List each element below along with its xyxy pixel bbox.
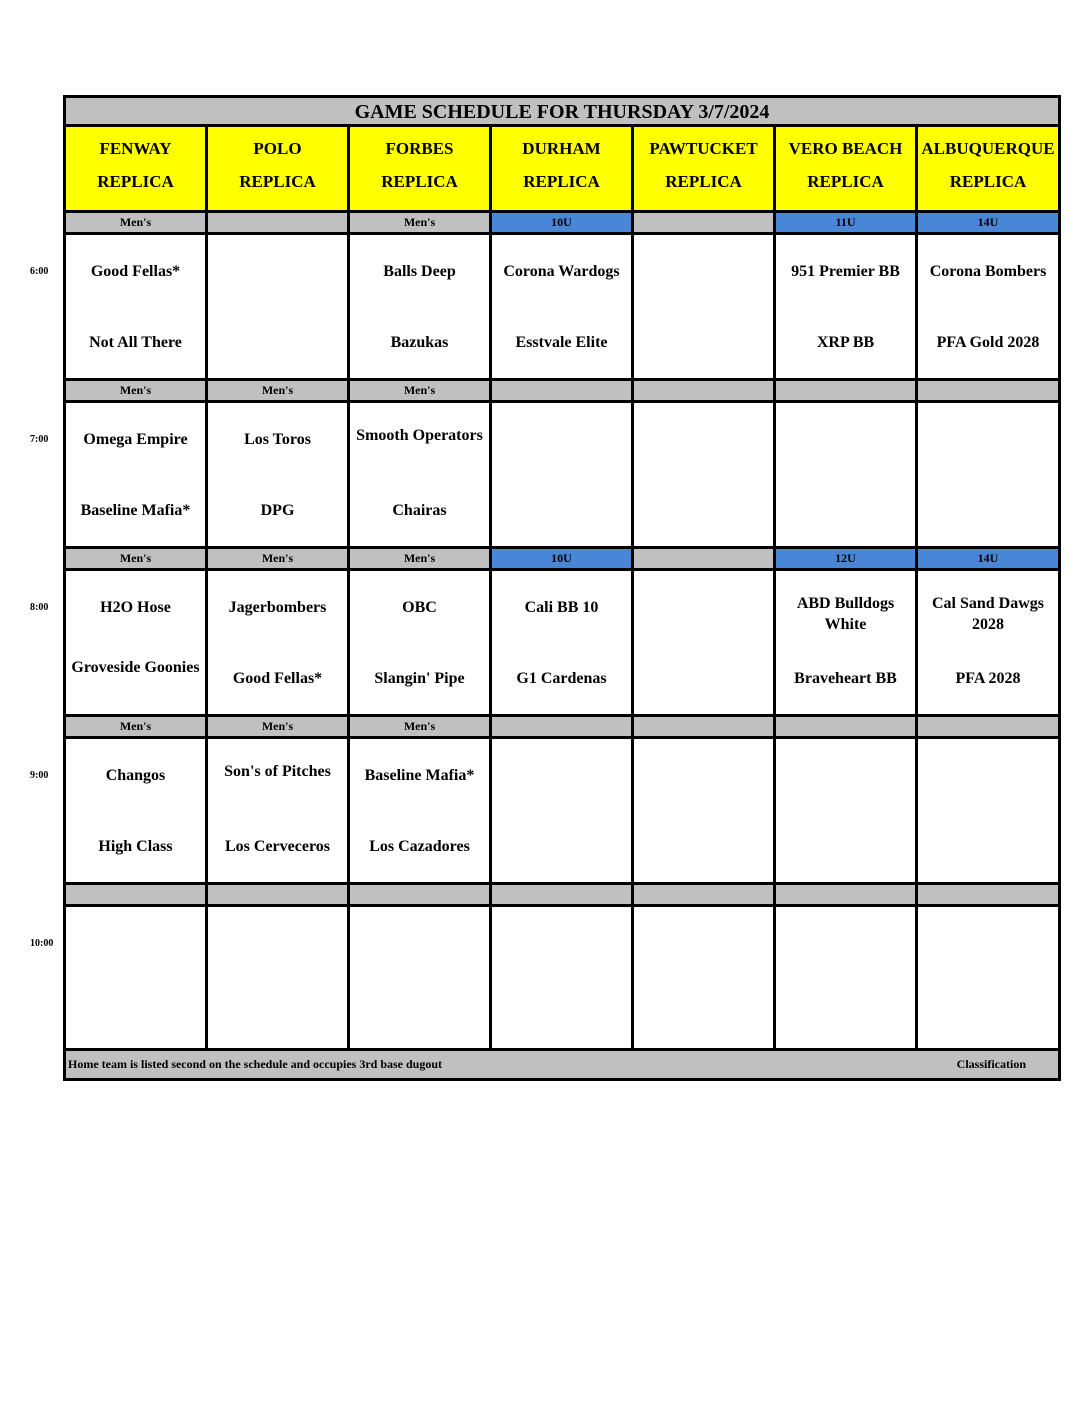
field-subtitle: REPLICA (807, 172, 884, 191)
game-cell (918, 571, 1058, 717)
home-team: Esstvale Elite (515, 334, 608, 351)
away-team: Baseline Mafia* (364, 767, 475, 784)
field-name: FORBES (385, 139, 454, 158)
game-cell (492, 235, 634, 381)
away-team: Corona Bombers (929, 263, 1047, 280)
classification-cell (634, 213, 776, 232)
game-cell (350, 571, 492, 717)
away-team: H2O Hose (100, 599, 171, 616)
classification-cell: Men's (208, 717, 350, 736)
away-team: Changos (105, 767, 166, 784)
away-team: Cal Sand Dawgs 2028 (931, 595, 1045, 633)
field-subtitle: REPLICA (239, 172, 316, 191)
game-cell (492, 739, 634, 885)
game-cell (350, 403, 492, 549)
home-team: Chairas (392, 502, 447, 519)
game-cell (66, 235, 208, 381)
classification-cell (634, 885, 776, 904)
schedule-table (63, 95, 1061, 1081)
classification-label: Classification (956, 1057, 1026, 1071)
classification-cell (492, 885, 634, 904)
away-team: Corona Wardogs (503, 263, 620, 280)
classification-cell (776, 381, 918, 400)
home-team: Los Cazadores (369, 838, 470, 855)
home-team: XRP BB (816, 334, 875, 351)
game-cell (634, 907, 776, 1053)
game-cell (776, 235, 918, 381)
home-team: Los Cerveceros (225, 838, 330, 855)
classification-cell: 11U (776, 213, 918, 232)
classification-cell: Men's (350, 213, 492, 232)
classification-cell (634, 717, 776, 736)
home-team: Not All There (89, 334, 182, 351)
away-team: Jagerbombers (228, 599, 327, 616)
game-cell (208, 403, 350, 549)
classification-cell: Men's (208, 381, 350, 400)
classification-cell: 10U (492, 213, 634, 232)
game-cell (492, 907, 634, 1053)
game-cell (208, 907, 350, 1053)
home-team: PFA 2028 (955, 670, 1021, 687)
field-header (350, 127, 492, 213)
field-name: ALBUQUERQUE (921, 139, 1055, 158)
classification-cell: 14U (918, 213, 1058, 232)
game-cell (208, 739, 350, 885)
classification-cell (918, 381, 1058, 400)
away-team: Son's of Pitches (224, 763, 331, 780)
game-cell (66, 571, 208, 717)
field-header (918, 127, 1058, 213)
away-team: Cali BB 10 (524, 599, 599, 616)
game-cell (918, 907, 1058, 1053)
time-slot-label: 7:00 (30, 434, 49, 445)
classification-cell: Men's (350, 717, 492, 736)
game-cell (350, 907, 492, 1053)
game-cell (918, 235, 1058, 381)
classification-cell: Men's (66, 381, 208, 400)
field-name: DURHAM (522, 139, 601, 158)
game-cell (350, 235, 492, 381)
classification-cell (918, 717, 1058, 736)
game-cell (776, 403, 918, 549)
time-slot-label: 6:00 (30, 266, 49, 277)
classification-cell (66, 885, 208, 904)
game-cell (350, 739, 492, 885)
home-team: Baseline Mafia* (80, 502, 191, 519)
away-team: ABD Bulldogs White (796, 595, 895, 633)
away-team: Good Fellas* (90, 263, 181, 280)
field-subtitle: REPLICA (665, 172, 742, 191)
schedule-title: GAME SCHEDULE FOR THURSDAY 3/7/2024 (66, 98, 1058, 127)
classification-cell (492, 381, 634, 400)
time-slot-label: 9:00 (30, 770, 49, 781)
game-cell (918, 403, 1058, 549)
field-subtitle: REPLICA (97, 172, 174, 191)
classification-cell: 10U (492, 549, 634, 568)
field-name: POLO (253, 139, 302, 158)
home-team: PFA Gold 2028 (936, 334, 1040, 351)
home-team: DPG (260, 502, 295, 519)
field-name: FENWAY (99, 139, 172, 158)
field-subtitle: REPLICA (523, 172, 600, 191)
home-team: Braveheart BB (794, 670, 897, 687)
home-team: Good Fellas* (232, 670, 323, 687)
classification-cell (918, 885, 1058, 904)
game-cell (918, 739, 1058, 885)
classification-cell: Men's (208, 549, 350, 568)
time-slot-label: 10:00 (30, 938, 54, 949)
classification-cell (776, 717, 918, 736)
game-cell (492, 403, 634, 549)
away-team: Smooth Operators (356, 427, 483, 444)
game-cell (634, 403, 776, 549)
field-subtitle: REPLICA (381, 172, 458, 191)
game-cell (776, 571, 918, 717)
field-header (66, 127, 208, 213)
classification-cell (634, 549, 776, 568)
footer-row (66, 1051, 1058, 1078)
field-header (776, 127, 918, 213)
game-cell (208, 571, 350, 717)
field-header (492, 127, 634, 213)
classification-cell: Men's (350, 549, 492, 568)
game-cell (776, 739, 918, 885)
game-cell (66, 907, 208, 1053)
home-team: Groveside Goonies (71, 659, 200, 676)
classification-cell: Men's (66, 213, 208, 232)
home-team: G1 Cardenas (516, 670, 607, 687)
away-team: OBC (402, 599, 437, 616)
classification-cell (492, 717, 634, 736)
away-team: Balls Deep (383, 263, 456, 280)
field-name: PAWTUCKET (649, 139, 758, 158)
classification-cell (776, 885, 918, 904)
field-subtitle: REPLICA (949, 172, 1027, 191)
game-cell (634, 739, 776, 885)
away-team: 951 Premier BB (791, 263, 900, 280)
classification-cell: 14U (918, 549, 1058, 568)
away-team: Omega Empire (83, 431, 188, 448)
field-name: VERO BEACH (788, 139, 903, 158)
game-cell (492, 571, 634, 717)
away-team: Los Toros (244, 431, 311, 448)
field-header (634, 127, 776, 213)
game-cell (634, 235, 776, 381)
home-team-note: Home team is listed second on the schedule and occupies 3rd base dugout (68, 1057, 443, 1071)
classification-cell: Men's (66, 549, 208, 568)
classification-cell: Men's (350, 381, 492, 400)
home-team: Bazukas (390, 334, 449, 351)
classification-cell: 12U (776, 549, 918, 568)
home-team: Slangin' Pipe (374, 670, 465, 687)
classification-cell (208, 213, 350, 232)
game-cell (66, 739, 208, 885)
classification-cell (634, 381, 776, 400)
home-team: High Class (98, 838, 173, 855)
game-cell (634, 571, 776, 717)
game-cell (208, 235, 350, 381)
classification-cell (350, 885, 492, 904)
field-header (208, 127, 350, 213)
time-slot-label: 8:00 (30, 602, 49, 613)
classification-cell (208, 885, 350, 904)
game-cell (776, 907, 918, 1053)
game-cell (66, 403, 208, 549)
classification-cell: Men's (66, 717, 208, 736)
